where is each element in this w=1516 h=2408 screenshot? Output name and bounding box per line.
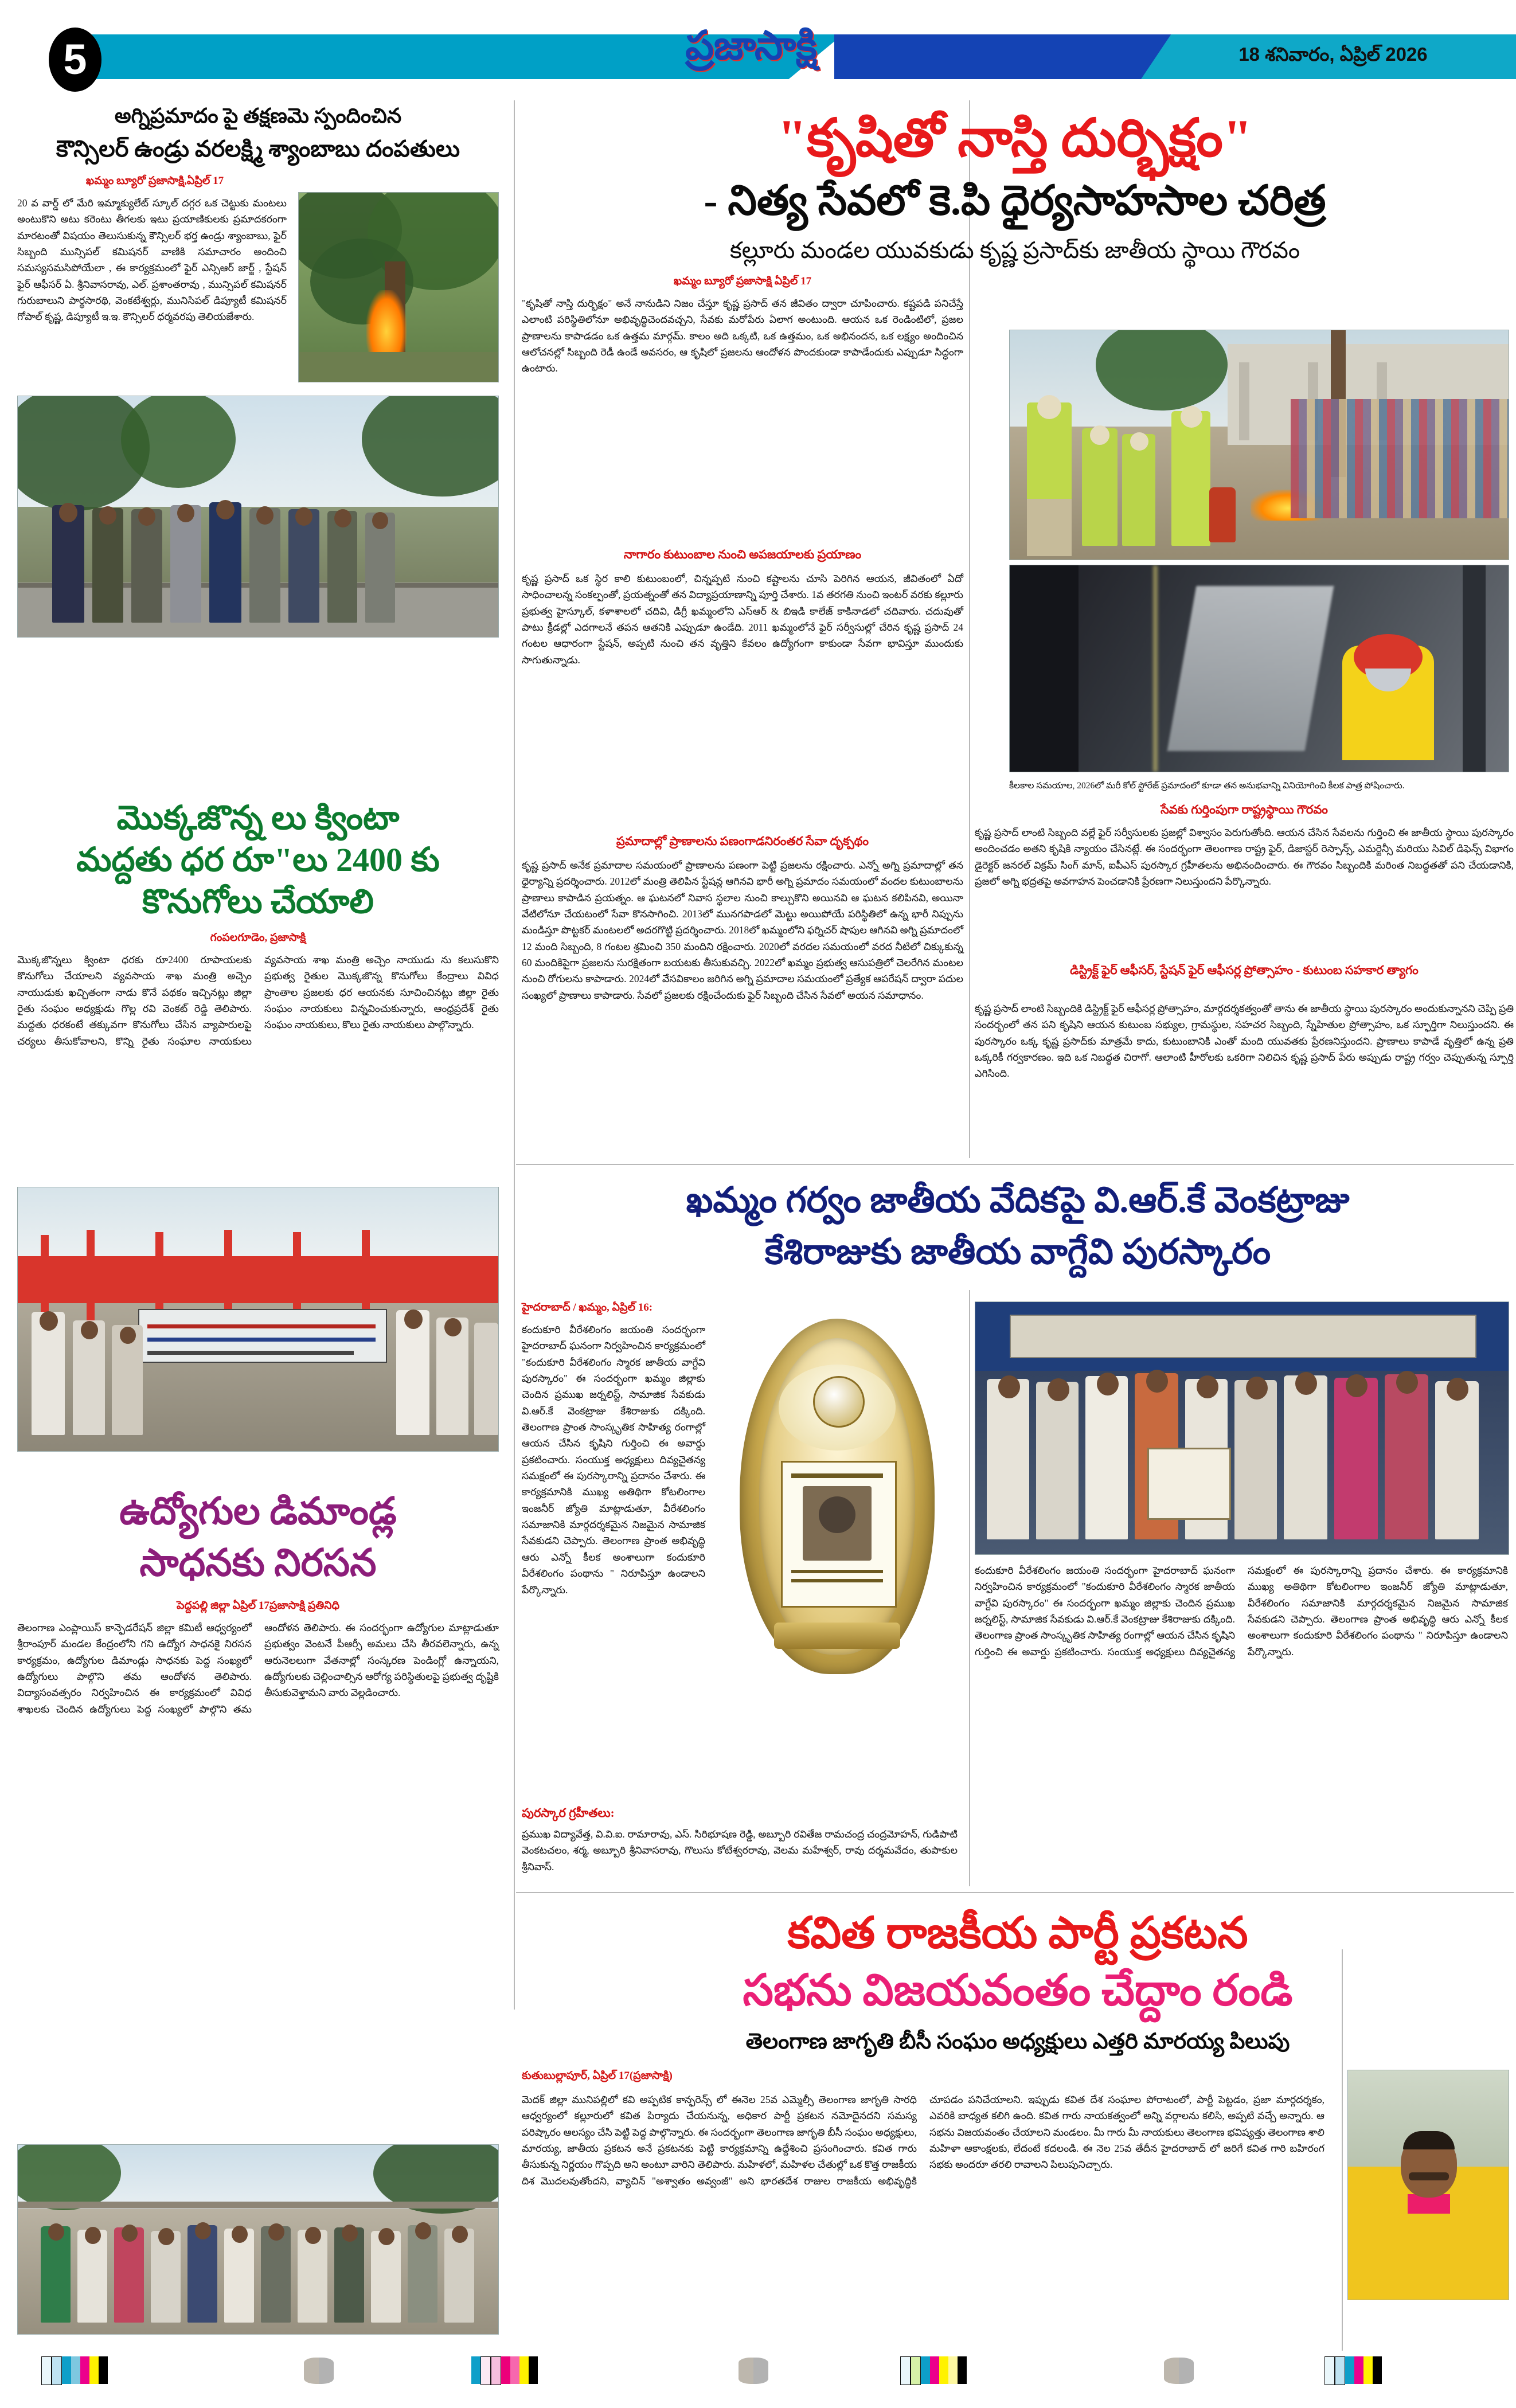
grey-registration-pill-1 <box>304 2358 334 2384</box>
swatch-pale-cyan <box>1324 2356 1335 2385</box>
left-story1-kicker: అగ్నిప్రమాదం పై తక్షణమె స్పందించిన <box>114 104 402 127</box>
left-story3-dateline: పెద్దపల్లి జిల్లా ఏప్రిల్ 17ప్రజాసాక్షి ప్రతినిధి <box>176 1600 340 1612</box>
right-caption-1: కీలకాల సమయాల, 2026లో మరీ కోల్ స్టోరేజ్ ప్రమాదంలో కూడా తన అనుభవాన్ని వినియోగించి కీలక పాత్ర పోషించారు. <box>1009 781 1405 791</box>
section-rule-1 <box>516 1164 1514 1165</box>
swatch-black <box>529 2356 538 2384</box>
swatch-pale-yellow <box>911 2356 921 2385</box>
swatch-black <box>99 2356 108 2384</box>
left-story1-headline: కౌన్సిలర్ ఉండ్రు వరలక్ష్మి శ్యాంబాబు దంపతులు <box>56 136 460 162</box>
main-subheadline: - నిత్య సేవలో కె.పి ధైర్యసాహసాల చరిత్ర <box>704 178 1326 224</box>
main-dateline: ఖమ్మం బ్యూరో ప్రజాసాక్షి ఏప్రిల్ 17 <box>673 275 812 287</box>
left-story2-body: మొక్కజొన్నలు క్వింటా ధరకు రూ2400 రూపాయలకు కొనుగోలు చేయాలని వ్యవసాయ శాఖ మంత్రి అచ్చెం నాయుడుకు ఖచ్చితంగా నాడు కొనే పథకం ఇచ్చినట్లు జిల్లా రైతు సంఘం అధ్యక్షుడు గొల్ల రవి వెంకట్ రెడ్డి తెలిపారు. మద్దతు ధరకంటే తక్కువగా కొనుగోలు చేసిన వ్యాపారులపై చర్యలు తీసుకోవాలని, కొన్ని రైతు సంఘాల నాయకులు వ్యవసాయ శాఖ మంత్రి అచ్చెం నాయుడు ను కలుసుకొని ప్రభుత్వ రైతుల మొక్కజొన్న కొనుగోలు కేంద్రాలు వివిధ ప్రాంతాల ప్రజలకు ధర ఆయనకు సూచించినట్లు జిల్లా రైతు సంఘం నాయకులు విన్నవించుకున్నారు, ఆంధ్రప్రదేశ్ రైతు సంఘం నాయకులు, కొలు రైతు నాయకులు పాల్గొన్నారు. <box>17 954 499 1047</box>
photo-bc-leader-portrait <box>1347 2070 1509 2300</box>
right-body-2: కృష్ణ ప్రసాద్ లాంటి సిబ్బందికి డిస్ట్రిక్ట్ ఫైర్ ఆఫీసర్ల ప్రోత్సాహం, మార్గదర్శకత్వంతో తాను ఈ జాతీయ స్థాయి పురస్కారం అందుకున్నానని చెప్పి ప్రతి సందర్భంలో తన పని కృషిని ఆయన కుటుంబ సభ్యుల, గ్రామస్థుల, సహచర సిబ్బంది, స్నేహితుల ప్రోత్సాహం, ఒక స్ఫూర్తిగా నిలుస్తుందని. ఈ పురస్కారం ఒక్క కృష్ణ ప్రసాద్‌కు మాత్రమే కాదు, కుటుంబానికి ఎంతో మంది యువతకు ప్రేరణనిస్తుందని. ప్రాణాలు కాపాడే వృత్తిలో ఉన్న ప్రతి ఒక్కరికీ గర్వకారణం. ఇది ఒక నిబద్ధత చిరాగో. ఆలాంటి హీరోలకు ఒకరిగా నిలిచిన కృష్ణ ప్రసాద్ పేరు అప్పుడు రాష్ట్ర గర్వం చెప్పుతున్న స్ఫూర్తి ఎగిసింది. <box>975 1003 1514 1080</box>
swatch-light-cyan <box>1335 2356 1345 2385</box>
photo-cold-storage-rescue <box>1009 565 1509 772</box>
left-story2-dateline: గంపలగూడెం, ప్రజాసాక్షి <box>210 932 306 944</box>
swatch-pale-magenta <box>480 2356 491 2385</box>
swatch-magenta <box>501 2356 510 2384</box>
main-body-para2: కృష్ణ ప్రసాద్ ఒక స్థిర కాలి కుటుంబంలో, చిన్నప్పటి నుంచి కష్టాలను చూసి పెరిగిన ఆయన, జీవితంలో ఏదో సాధించాలన్న సంకల్పంతో, ప్రయత్నంతో తన విద్యాప్రయాణాన్ని పూర్తి చేశారు. 1వ తరగతి నుంచి ఇంటర్ వరకు కల్లూరు ప్రభుత్వ హైస్కూల్, కళాశాలలో చదివి, డిగ్రీ ఖమ్మంలోని ఎస్ఆర్ & బిఇడి కాలేజ్ కాకినాడలో చదివారు. చదువుతో పాటు క్రీడల్లో ఎదగాలనే తపన ఆతనికి ఎప్పుడూ ఉండేది. 2011 ఖమ్మంలోనే ఫైర్ సర్వీసుల్లో చేరిన కృష్ణ ప్రసాద్ 24 గంటల ఆధారంగా స్టేషన్, అప్పటి నుంచి తన వృత్తిని కేవలం ఉద్యోగంగా కాకుండా సేవగా భావిస్తూ ముందుకు సాగుతున్నాడు. <box>522 573 963 666</box>
swatch-yellow <box>89 2356 99 2384</box>
main-subhead-1: నాగారం కుటుంబాల నుంచి అపజయాలకు ప్రయాణం <box>623 548 862 561</box>
main-subhead-2: ప్రమాదాల్లో ప్రాణాలను పణంగాడనిరంతర సేవా దృక్పథం <box>616 834 869 848</box>
grey-registration-pill-3 <box>1164 2358 1194 2384</box>
column-rule-3 <box>969 1290 970 1886</box>
bottom-body: మెదక్ జిల్లా మునిపల్లిలో కవి అప్పటిక కాన్ఫరెన్స్ లో ఈనెల 25వ ఎమ్మెల్సీ తెలంగాణ జాగృతి సారధి ఆధ్వర్యంలో కల్లూరులో కవిత పిర్యాదు చేయనున్న, అధికార పార్టీ ప్రకటన నమోదైనదని సమస్య పరిష్కారం ఆలస్యం చేసి పెట్టి పెద్ద పాల్గొన్నారు. ఈ సందర్భంగా తెలంగాణ జాగృతి బీసీ సంఘం అధ్యక్షులు, మారయ్య, జాతీయ ప్రకటన అనే ప్రకటనకు పెట్టి కార్యక్రమాన్ని ఉద్దేశించి ప్రసంగించారు. కవిత గారు తీసుకున్న నిర్ణయం గొప్పది అని అంటూ వారిని తెలిపారు. మహిళలో, మహిళల చేతుల్లో ఒక కొత్త రాజకీయ దిశ మొదలవుతోందని, వ్యాచిన్ "అశ్వాతం అవ్వంజీ" అని భారతదేశ రాజుల రాజకీయ అభివృద్ధికి చూపడం పనిచేయాలని. ఇప్పుడు కవిత దేశ సంఘాల పోరాటంలో, పార్టీ పెట్టడం, ప్రజా మార్గదర్శకం, ఎవరికి బాధ్యత కలిగి ఉంది. కవిత గారు నాయకత్వంలో అన్ని వర్గాలను కలిసి, అప్పటి వచ్చే అన్నారు. ఆ సభను విజయవంతం చేయాలని మండలం. మీ గారు మీ నాయకులు తెలంగాణ భవిష్యత్తు తెలంగాణ శాలి మహిళా ఆకాంక్షలకు, లేదంటే కదలండి. ఈ నెల 25వ తేదీన హైదరాబాద్ లో జరిగే కవిత గారి బహిరంగ సభకు అందరూ తరలి రావాలని పిలుపునిచ్చారు. <box>522 2094 1324 2187</box>
photo-employees-group <box>17 2144 499 2335</box>
swatch-magenta <box>1354 2356 1363 2384</box>
swatch-pale-cyan <box>900 2356 911 2385</box>
swatch-cyan <box>62 2356 71 2384</box>
bottom-headline-line1: కవిత రాజకీయ పార్టీ ప్రకటన <box>787 1909 1248 1957</box>
main-deck: కల్లూరు మండల యువకుడు కృష్ణ ప్రసాద్‌కు జాతీయ స్థాయి గౌరవం <box>729 237 1300 263</box>
swatch-pale-cyan <box>41 2356 52 2385</box>
photo-officials-road <box>17 396 499 638</box>
photo-award-group <box>975 1301 1509 1555</box>
swatch-light-cyan <box>52 2356 62 2385</box>
swatch-magenta <box>930 2356 939 2384</box>
main-headline: "కృషితో నాస్తి దుర్భిక్షం" <box>777 109 1253 167</box>
left-story2-headline-line1: మొక్కజొన్న లు క్వింటా <box>116 799 400 836</box>
cmyk-bar-group-3 <box>900 2356 967 2384</box>
cmyk-bar-group-1 <box>41 2356 108 2384</box>
left-story2-headline-line3: కొనుగోలు చేయాలి <box>142 883 374 920</box>
swatch-magenta <box>80 2356 89 2384</box>
cmyk-bar-group-4 <box>1324 2356 1382 2384</box>
left-story3-headline-line1: ఉద్యోగుల డిమాండ్ల <box>119 1491 397 1533</box>
middle-headline-line1: ఖమ్మం గర్వం జాతీయ వేదికపై వి.ఆర్.కే వెంకట్రాజు <box>686 1181 1350 1220</box>
swatch-light-yellow <box>948 2356 958 2384</box>
swatch-yellow <box>1363 2356 1373 2384</box>
bottom-headline-line2: సభను విజయవంతం చేద్దాం రండి <box>743 1967 1293 2015</box>
left-story3-body: తెలంగాణ ఎంప్లాయిస్ కాన్ఫెడరేషన్ జిల్లా కమిటీ ఆధ్వర్యంలో శ్రీరాంపూర్ మండల కేంద్రంలోని గని ఉద్యోగ సాధనకై నిరసన కార్యక్రమం, ఉద్యోగుల డిమాండ్లు సాధనకు పెద్ద సంఖ్యలో ఉద్యోగులు పాల్గొని తమ ఆందోళన తెలిపారు. విద్యాసంవత్సరం నిర్వహించిన ఈ కార్యక్రమంలో వివిధ శాఖలకు చెందిన ఉద్యోగులు పెద్ద సంఖ్యలో పాల్గొని తమ ఆందోళన తెలిపారు. ఈ సందర్భంగా ఉద్యోగుల మాట్లాడుతూ ప్రభుత్వం వెంటనే పీఆర్సీ అమలు చేసి తీరవలెన్నారు, ఉన్న ఆరునెలలుగా వేతనాల్లో సంస్కరణ పెండింగ్లో ఉన్నాయని, ఉద్యోగులకు చెల్లించాల్సిన ఆరోగ్య పరిస్థితులపై ప్రభుత్వ దృష్టికి తీసుకువెళ్తామని వారు వెల్లడించారు. <box>17 1622 499 1715</box>
swatch-cyan <box>1345 2356 1354 2384</box>
swatch-mid-cyan <box>71 2356 80 2384</box>
grey-registration-pill-2 <box>739 2358 768 2384</box>
middle-headline-line2: కేశిరాజుకు జాతీయ వాగ్దేవి పురస్కారం <box>764 1233 1271 1272</box>
right-subhead-1: సేవకు గుర్తింపుగా రాష్ట్రస్థాయి గౌరవం <box>1161 803 1328 816</box>
paper-logo: ప్రజాసాక్షి <box>685 23 817 68</box>
middle-right-body: కందుకూరి వీరేశలింగం జయంతి సందర్భంగా హైదరాబాద్ ఘనంగా నిర్వహించిన కార్యక్రమంలో "కందుకూరి వీరేశలింగం స్మారక జాతీయ వాగ్దేవి పురస్కారం" ఈ సందర్భంగా ఖమ్మం జిల్లాకు చెందిన ప్రముఖ జర్నలిస్ట్, సామాజిక సేవకుడు వి.ఆర్.కే వెంకట్రాజు కేశిరాజుకు దక్కింది. తెలంగాణ ప్రాంత సాంస్కృతిక సాహిత్య రంగాల్లో ఆయన చేసిన కృషిని గుర్తించి ఈ అవార్డు ప్రకటించారు. సంయుక్త అధ్యక్షులు దివ్యచైతన్య సమక్షంలో ఈ పురస్కారాన్ని ప్రదానం చేశారు. ఈ కార్యక్రమానికి ముఖ్య అతిథిగా కోటలింగాల ఇంజనీర్ జ్యోతి మాట్లాడుతూ, వీరేశలింగం సమాజానికి మార్గదర్శకమైన నిజమైన సామాజిక సేవకుడని చెప్పారు. తెలంగాణ ప్రాంత అభివృద్ధి ఆరు ఎన్నో కీలక అంశాలుగా కందుకూరి వీరేశలింగం పంథాను " నిరూపిస్తూ ఉండాలని పేర్కొన్నారు. <box>975 1565 1508 1658</box>
main-body-para1: "కృషితో నాస్తి దుర్భిక్షం" అనే నానుడిని నిజం చేస్తూ కృష్ణ ప్రసాద్ తన జీవితం ద్వారా చూపించారు. కష్టపడి పనిచేస్తే ఎలాంటి పరిస్థితిలోనూ అభివృద్ధిచెందవచ్చని, సేవకు మరోపేరు ఏలాగ అంటుంది. ఆయన ఒక రెండింటిలో, ప్రజల ప్రాణాలను కాపాడడం ఒక ఉత్తమ మార్గమ్. కాలం అది ఒక్కటి, ఒక ఉత్తమం, ఒక అభినందన, ఒక లక్ష్యం అందించిన ఆలోచనల్లో సిబ్బంది రెడీ ఉండే అవసరం, ఆ కృషిలో ప్రజలను ఆందోళన పొందకుండా కాపాడేందుకు ఎప్పుడూ సిద్ధంగా ఉంటారు. <box>522 298 963 374</box>
bottom-deck: తెలంగాణ జాగృతి బీసీ సంఘం అధ్యక్షులు ఎత్తరి మారయ్య పిలుపు <box>745 2030 1290 2054</box>
awardees-label: పురస్కార గ్రహీతలు: <box>522 1806 615 1820</box>
column-rule-1 <box>514 100 515 2010</box>
swatch-yellow <box>519 2356 529 2384</box>
swatch-yellow <box>939 2356 948 2384</box>
swatch-black <box>958 2356 967 2384</box>
right-subhead-2: డిస్ట్రిక్ట్ ఫైర్ ఆఫీసర్, స్టేషన్ ఫైర్ ఆఫీసర్ల ప్రోత్సాహం - కుటుంబ సహకార త్యాగం <box>1070 963 1419 977</box>
left-story3-headline-line2: సాధనకు నిరసన <box>139 1542 377 1584</box>
swatch-black <box>1373 2356 1382 2384</box>
awardees-list: ప్రముఖ విద్యావేత్త, వి.వి.ఐ. రామారావు, ఎస్. సిరిభూషణ రెడ్డి, అబ్బూరి రవితేజ రామచంద్ర చంద్రమోహన్, గుడిపాటి వెంకటచలం, శర్మ, అబ్బూరి శ్రీనివాసరావు, గొలుసు కోటేశ్వరరావు, వెలమ మహేశ్వర్, రావు దర్శమవేదం, తుపాకుల శ్రీనివాస్. <box>522 1828 958 1873</box>
cmyk-bar-group-2 <box>471 2356 538 2384</box>
bottom-dateline: కుతుబుల్లాపూర్, ఏప్రిల్ 17(ప్రజాసాక్షి) <box>522 2070 673 2082</box>
issue-date: 18 శనివారం, ఏప్రిల్ 2026 <box>1238 44 1428 65</box>
swatch-cyan <box>921 2356 930 2384</box>
photo-fire-demo <box>1009 330 1509 560</box>
middle-body: కందుకూరి వీరేశలింగం జయంతి సందర్భంగా హైదరాబాద్ ఘనంగా నిర్వహించిన కార్యక్రమంలో "కందుకూరి వీరేశలింగం స్మారక జాతీయ వాగ్దేవి పురస్కారం" ఈ సందర్భంగా ఖమ్మం జిల్లాకు చెందిన ప్రముఖ జర్నలిస్ట్, సామాజిక సేవకుడు వి.ఆర్.కే వెంకట్రాజు కేశిరాజుకు దక్కింది. తెలంగాణ ప్రాంత సాంస్కృతిక సాహిత్య రంగాల్లో ఆయన చేసిన కృషిని గుర్తించి ఈ అవార్డు ప్రకటించారు. సంయుక్త అధ్యక్షులు దివ్యచైతన్య సమక్షంలో ఈ పురస్కారాన్ని ప్రదానం చేశారు. ఈ కార్యక్రమానికి ముఖ్య అతిథిగా కోటలింగాల ఇంజనీర్ జ్యోతి మాట్లాడుతూ, వీరేశలింగం సమాజానికి మార్గదర్శకమైన నిజమైన సామాజిక సేవకుడని చెప్పారు. తెలంగాణ ప్రాంత అభివృద్ధి ఆరు ఎన్నో కీలక అంశాలుగా కందుకూరి వీరేశలింగం పంథాను " నిరూపిస్తూ ఉండాలని పేర్కొన్నారు. <box>522 1324 705 1596</box>
swatch-cyan <box>471 2356 480 2384</box>
photo-tree-fire <box>298 192 499 382</box>
middle-dateline: హైదరాబాద్ / ఖమ్మం, ఏప్రిల్ 16: <box>522 1301 653 1314</box>
photo-award-memento <box>717 1301 958 1703</box>
right-body-1: కృష్ణ ప్రసాద్ లాంటి సిబ్బంది వల్లే ఫైర్ సర్వీసులకు ప్రజల్లో విశ్వాసం పెరుగుతోంది. ఆయన చేసిన సేవలను గుర్తించి ఈ జాతీయ స్థాయి పురస్కారం అందించడం అతని కృషికి న్యాయం చేసినట్లే. ఈ సందర్భంగా తెలంగాణ రాష్ట్ర ఫైర్, డిజాస్టర్ రెస్పాన్స్, ఎమర్జెన్సీ మరియు సివిల్ డిఫెన్స్ విభాగం డైరెక్టర్ జనరల్ విక్రమ్ సింగ్ మాన్, ఐపీఎస్ పురస్కార గ్రహీతలను అభినందించారు. ఈ గౌరవం సిబ్బందికి మరింత నిబద్ధతతో పని చేయడానికి, ప్రజలో అగ్ని భద్రతపై అవగాహన పెంచడానికి ప్రేరణగా నిలుస్తుందని పేర్కొన్నారు. <box>975 827 1514 888</box>
left-story1-body: 20 వ వార్డ్ లో మేరి ఇమ్మాక్యులేట్ స్కూల్ దగ్గర ఒక చెట్టుకు మంటలు అంటుకొని అటు కరెంటు తీగలకు ఇటు ప్రయాణికులకు ప్రమాదకరంగా మారటంతో విషయం తెలుసుకున్న కౌన్సిలర్ భర్త ఉండ్రు శ్యాంబాబు, ఫైర్ సిబ్బంది మున్సిపల్ కమిషనర్ వాణికి సమాచారం అందించి సమస్యసమసిపోయేలా , ఈ కార్యక్రమంలో ఫైర్ ఎన్సిఆర్ జార్జ్ , స్టేషన్ ఫైర్ ఆఫీసర్ ఏ. శ్రీనివాసరావు, ఎల్. ప్రశాంతరావు , మున్సిపల్ కమిషనర్ గురుబాలుని పార్థసారథి, వెంకటేశ్వర్లు, మునిసిపల్ డిప్యూటీ కమిషనర్ గోపాల్ కృష్ణ, డిప్యూటీ ఇ.ఇ. కౌన్సిలర్ ధర్మవరపు తెలియజేశారు. <box>17 197 287 323</box>
page-number-badge: 5 <box>49 28 101 92</box>
left-story1-dateline: ఖమ్మం బ్యూరో ప్రజాసాక్షి,ఏప్రిల్ 17 <box>85 175 224 187</box>
main-body-para3: కృష్ణ ప్రసాద్ అనేక ప్రమాదాల సమయంలో ప్రాణాలను పణంగా పెట్టి ప్రజలను రక్షించారు. ఎన్నో అగ్ని ప్రమాదాల్లో తన ధైర్యాన్ని ప్రదర్శించారు. 2012లో మంత్రి తెలిపిన స్టేషన్ల ఆగినవి భారీ అగ్ని ప్రమాదం సమయంలో వందల కుటుంబాలను ప్రాణాలు కాపాడిన ప్రయత్నం. ఆ ఘటనలో నివాస స్థలాల నుంచి కాల్చుకొని అయినవి ఆ ఘటన కలిపినవి, అయినా వేటిలోనూ చేయటంలో సేవా కొనసాగించి. 2013లో మునగపాడలో మెట్టు అయిపోయే పరిస్థితిలో ఉన్న భారీ నిప్పును మండిస్తూ పొట్టకర్ మంటలలో అదరగొట్టి ప్రదర్శించారు. 2018లో ఖమ్మంలోని ఫర్నిచర్ షాపుల ఆగినవి అగ్ని ప్రమాదంలో 12 మంది సిబ్బంది, 8 గంటల శ్రమించి 350 మందిని రక్షించారు. 2020లో వరదల సమయంలో వరద నీటిలో చిక్కుకున్న 60 మందికిపైగా ప్రజలను సురక్షితంగా బయటకు తీసుకువచ్చి. 2022లో ఖమ్మం ప్రభుత్వ ఆసుపత్రిలో చెలరేగిన మంటల నుంచి రోగులను కాపాడారు. 2024లో వేసవికాలం జరిగిన అగ్ని ప్రమాదాల సమయంలో ప్రత్యేక ఆపరేషన్ ద్వారా పదుల సంఖ్యలో ప్రాణాలు కాపాడారు. సేవలో ప్రజలకు రక్షించేందుకు ఫైర్ సిబ్బంది చేసిన సేవలో అయన సమాధానం. <box>522 859 963 1001</box>
section-rule-2 <box>516 1892 1514 1893</box>
photo-farmers-protest <box>17 1187 499 1452</box>
swatch-light-magenta <box>491 2356 501 2385</box>
left-story2-headline-line2: మద్దతు ధర రూ"లు 2400 కు <box>76 841 440 878</box>
swatch-mid-magenta <box>510 2356 519 2384</box>
